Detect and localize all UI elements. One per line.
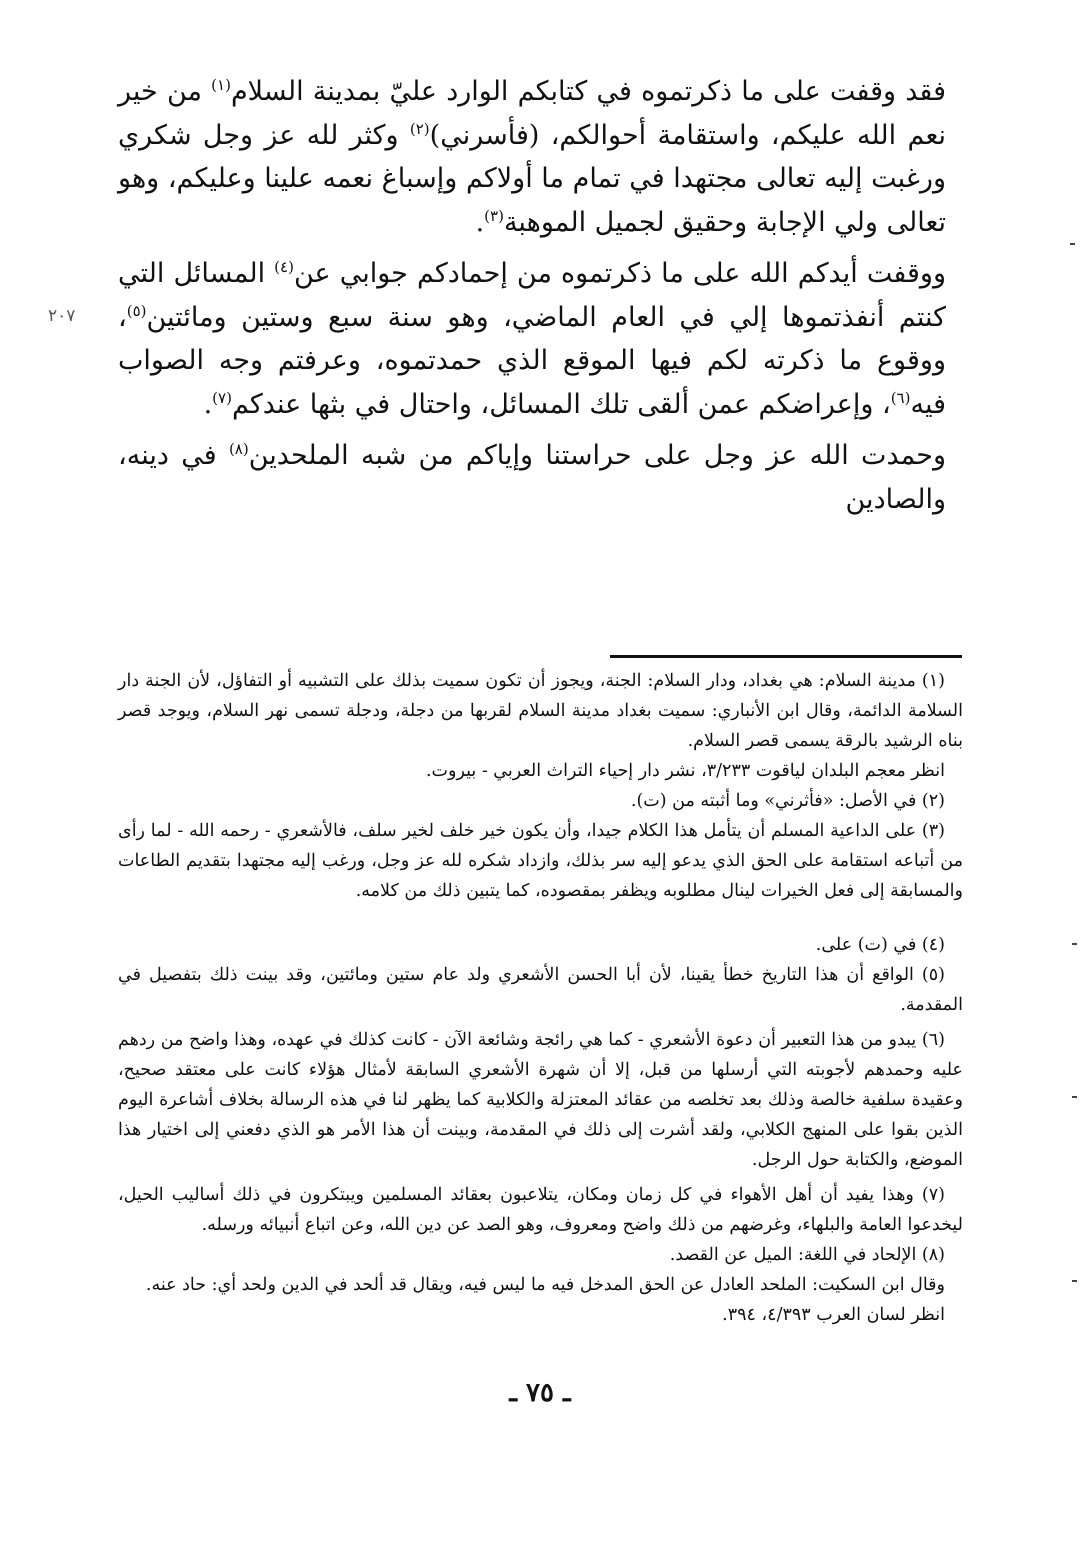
paragraph-2-text-a: ووقفت أيدكم الله على ما ذكرتموه من إحمادكم جوابي عن bbox=[293, 258, 946, 289]
footnote-ref-3: (٣) bbox=[484, 206, 504, 225]
footnote-ref-1: (١) bbox=[211, 76, 231, 94]
paragraph-1-text-d: . bbox=[475, 206, 485, 238]
paragraph-3 bbox=[118, 434, 946, 521]
footnote-8-source: انظر لسان العرب ٤/٣٩٣، ٣٩٤. bbox=[722, 1305, 945, 1325]
footnotes-section bbox=[118, 666, 963, 1330]
paragraph-2-text-c: ، ووقوع ما ذكرته لكم فيها الموقع الذي حمدتموه، وعرفتم وجه الصواب فيه bbox=[118, 301, 946, 420]
scan-mark bbox=[1070, 243, 1075, 245]
paragraph-2 bbox=[118, 252, 946, 426]
page-number: ـ ٧٥ ـ bbox=[509, 1378, 571, 1408]
footnote-ref-7: (٧) bbox=[212, 388, 232, 407]
footnote-1: (١) مدينة السلام: هي بغداد، ودار السلام: الجنة، ويجوز أن تكون سميت بذلك على التشبيه أو التفاؤل، لأن الجنة دار السلامة الدائمة، وقال ابن الأنباري: سميت بغداد مدينة السلام لقربها من دجلة، ودجلة تسمى نهر السلام، ويوجد قصر بناه الرشيد بالرقة يسمى قصر السلام. bbox=[118, 671, 963, 751]
footnote-8: (٨) الإلحاد في اللغة: الميل عن القصد. bbox=[669, 1245, 945, 1265]
main-text-body bbox=[118, 70, 946, 529]
paragraph-3-text-b: في دينه، والصادين bbox=[118, 440, 946, 515]
paragraph-1-text-c: وكثر لله عز وجل شكري ورغبت إليه تعالى مجتهدا في تمام ما أولاكم وإسباغ نعمه علينا وعليكم، وهو تعالى ولي الإجابة وحقيق لجميل الموهبة bbox=[118, 119, 946, 238]
footnote-6: (٦) يبدو من هذا التعبير أن دعوة الأشعري - كما هي رائجة وشائعة الآن - كانت كذلك في عهده، وهذا واضح من ردهم عليه وحمدهم لأجوبته التي أرسلها من قبل، إلا أن شهرة الأشعري السابقة لأمثال هؤلاء كانت على معتقد صحيح، وعقيدة سلفية خالصة وذلك بعد تخلصه من عقائد المعتزلة والكلابية كما يظهر لنا في هذه الرسالة بخلاف أشاعرة اليوم الذين بقوا على المنهج الكلابي، ولقد أشرت إلى ذلك في المقدمة، وبينت أن هذا الأمر هو الذي دفعني إلى اختيار هذا الموضع، والكتابة حول الرجل. bbox=[118, 1030, 963, 1170]
footnote-1-source: انظر معجم البلدان لياقوت ٣/٢٣٣، نشر دار إحياء التراث العربي - بيروت. bbox=[425, 761, 945, 781]
scan-mark bbox=[1072, 1096, 1077, 1098]
footnote-ref-2: (٢) bbox=[409, 119, 430, 138]
footnote-ref-4: (٤) bbox=[274, 258, 294, 276]
footnote-ref-8: (٨) bbox=[228, 440, 249, 458]
scan-mark bbox=[1072, 943, 1077, 945]
footnote-3: (٣) على الداعية المسلم أن يتأمل هذا الكلام جيدا، وأن يكون خير خلف لخير سلف، فالأشعري - رحمه الله - لما رأى من أتباعه استقامة على الحق الذي يدعو إليه سر بذلك، وازداد شكره لله عز وجل، ورغب إليه مجتهدا بتقديم الطاعات والمسابقة إلى فعل الخيرات لينال مطلوبه ويظفر بمقصوده، كما يتبين ذلك من كلامه. bbox=[118, 821, 963, 901]
footnote-7: (٧) وهذا يفيد أن أهل الأهواء في كل زمان ومكان، يتلاعبون بعقائد المسلمين ويبتكرون في ذلك أساليب الحيل، ليخدعوا العامة والبلهاء، وغرضهم من ذلك واضح ومعروف، وهو الصد عن دين الله، وعن اتباع أنبيائه ورسله. bbox=[118, 1185, 963, 1235]
footnote-ref-6: (٦) bbox=[890, 388, 911, 407]
footnote-8-quote: وقال ابن السكيت: الملحد العادل عن الحق المدخل فيه ما ليس فيه، ويقال قد ألحد في الدين ولحد أي: حاد عنه. bbox=[145, 1275, 945, 1295]
margin-note: ٢٠٧ bbox=[48, 306, 76, 326]
paragraph-2-text-d: ، وإعراضكم عمن ألقى تلك المسائل، واحتال في بثها عندكم bbox=[231, 388, 891, 420]
footnote-4: (٤) في (ت) على. bbox=[815, 935, 945, 955]
footnote-ref-5: (٥) bbox=[126, 301, 147, 320]
paragraph-3-text-a: وحمدت الله عز وجل على حراستنا وإياكم من شبه الملحدين bbox=[248, 440, 946, 471]
footnote-separator bbox=[610, 655, 962, 658]
paragraph-1-text-b: من خير نعم الله عليكم، واستقامة أحوالكم، (فأسرني) bbox=[118, 76, 946, 151]
footnote-2: (٢) في الأصل: «فأثرني» وما أثبته من (ت). bbox=[630, 791, 945, 811]
paragraph-2-text-e: . bbox=[203, 388, 213, 420]
footnote-5: (٥) الواقع أن هذا التاريخ خطأ يقينا، لأن أبا الحسن الأشعري ولد عام ستين ومائتين، وقد بينت ذلك بتفصيل في المقدمة. bbox=[118, 965, 963, 1015]
scan-mark bbox=[1072, 1280, 1077, 1282]
paragraph-2-text-b: المسائل التي كنتم أنفذتموها إلي في العام الماضي، وهو سنة سبع وستين ومائتين bbox=[118, 258, 946, 333]
paragraph-1 bbox=[118, 70, 946, 244]
paragraph-1-text-a: فقد وقفت على ما ذكرتموه في كتابكم الوارد عليّ بمدينة السلام bbox=[230, 76, 946, 107]
